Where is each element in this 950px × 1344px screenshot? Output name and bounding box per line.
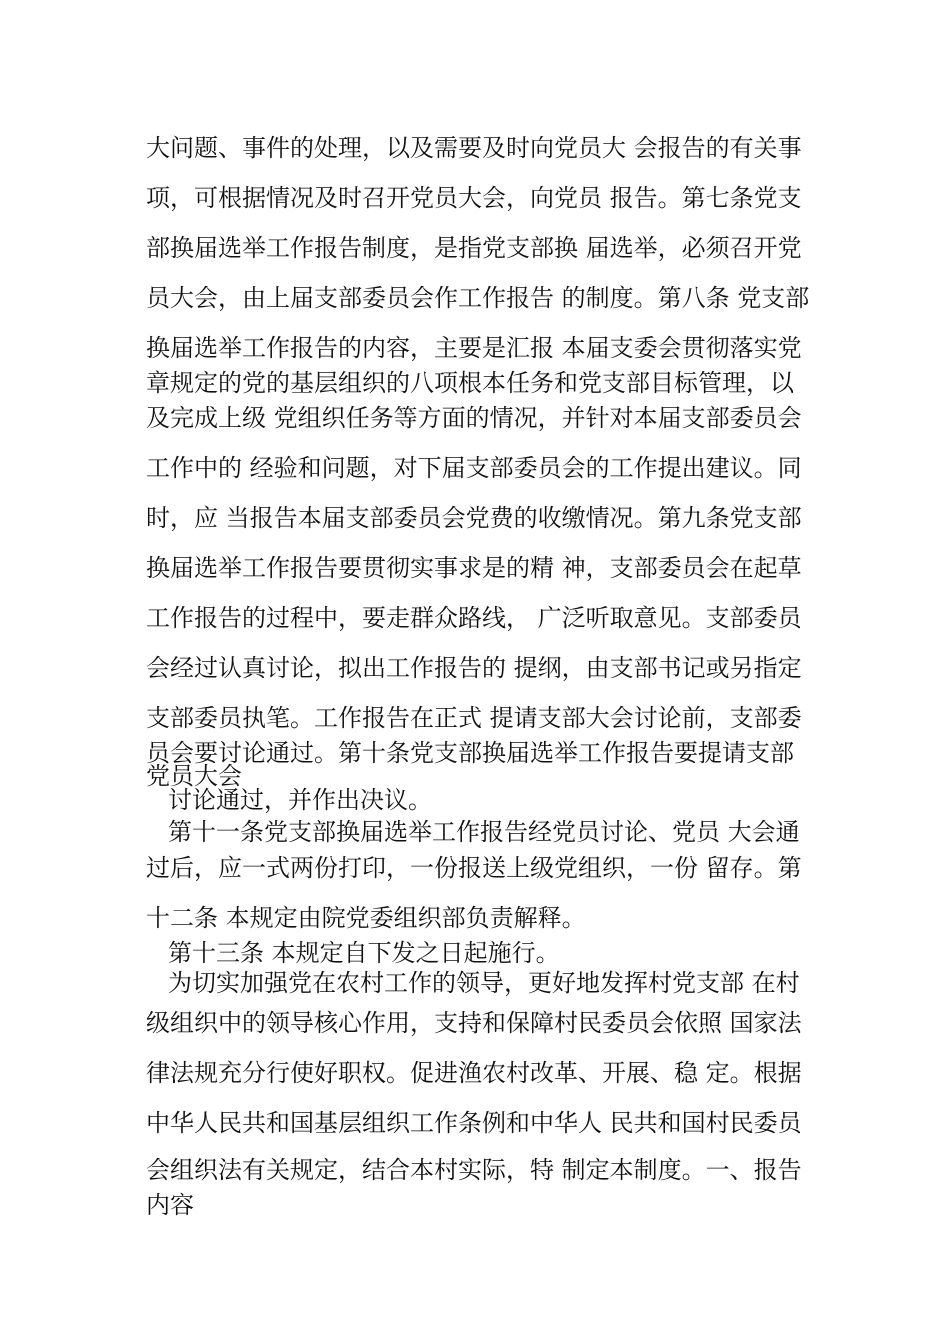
text-line-20: 第十三条 本规定自下发之日起施行。 [168,939,560,967]
text-line-3: 部换届选举工作报告制度，是指党支部换 届选举，必须召开党 [146,234,802,262]
text-line-13: 支部委员执笔。工作报告在正式 提请支部大会讨论前，支部委 [146,704,802,732]
text-line-19: 十二条 本规定由院党委组织部负责解释。 [146,904,586,932]
text-line-24: 中华人民共和国基层组织工作条例和中华人 民共和国村民委员 [146,1109,802,1137]
text-line-10: 换届选举工作报告要贯彻实事求是的精 神，支部委员会在起草 [146,554,802,582]
text-line-21: 为切实加强党在农村工作的领导，更好地发挥村党支部 在村 [168,969,800,997]
text-line-22: 级组织中的领导核心作用，支持和保障村民委员会依照 国家法 [146,1009,802,1037]
text-line-7: 及完成上级 党组织任务等方面的情况，并针对本届支部委员会 [146,404,802,432]
text-line-9: 时，应 当报告本届支部委员会党费的收缴情况。第九条党支部 [146,504,802,532]
text-line-11: 工作报告的过程中，要走群众路线， 广泛听取意见。支部委员 [146,604,802,632]
text-line-4: 员大会，由上届支部委员会作工作报告 的制度。第八条 党支部 [146,284,810,312]
text-line-6: 章规定的党的基层组织的八项根本任务和党支部目标管理，以 [146,369,794,397]
text-line-26: 内容 [146,1191,194,1219]
text-line-14: 员会要讨论通过。第十条党支部换届选举工作报告要提请支部 [146,739,794,767]
text-line-5: 换届选举工作报告的内容，主要是汇报 本届支委会贯彻落实党 [146,334,802,362]
text-line-15: 党员大会 [146,762,242,790]
text-line-8: 工作中的 经验和问题，对下届支部委员会的工作提出建议。同 [146,454,802,482]
text-line-25: 会组织法有关规定，结合本村实际，特 制定本制度。一、报告 [146,1156,802,1184]
text-line-16: 讨论通过，并作出决议。 [168,786,432,814]
text-line-18: 过后，应一式两份打印，一份报送上级党组织，一份 留存。第 [146,854,802,882]
text-line-17: 第十一条党支部换届选举工作报告经党员讨论、党员 大会通 [168,818,800,846]
text-line-2: 项，可根据情况及时召开党员大会，向党员 报告。第七条党支 [146,184,802,212]
text-line-23: 律法规充分行使好职权。促进渔农村改革、开展、稳 定。根据 [146,1059,802,1087]
text-line-1: 大问题、事件的处理，以及需要及时向党员大 会报告的有关事 [146,134,802,162]
text-line-12: 会经过认真讨论，拟出工作报告的 提纲，由支部书记或另指定 [146,654,802,682]
